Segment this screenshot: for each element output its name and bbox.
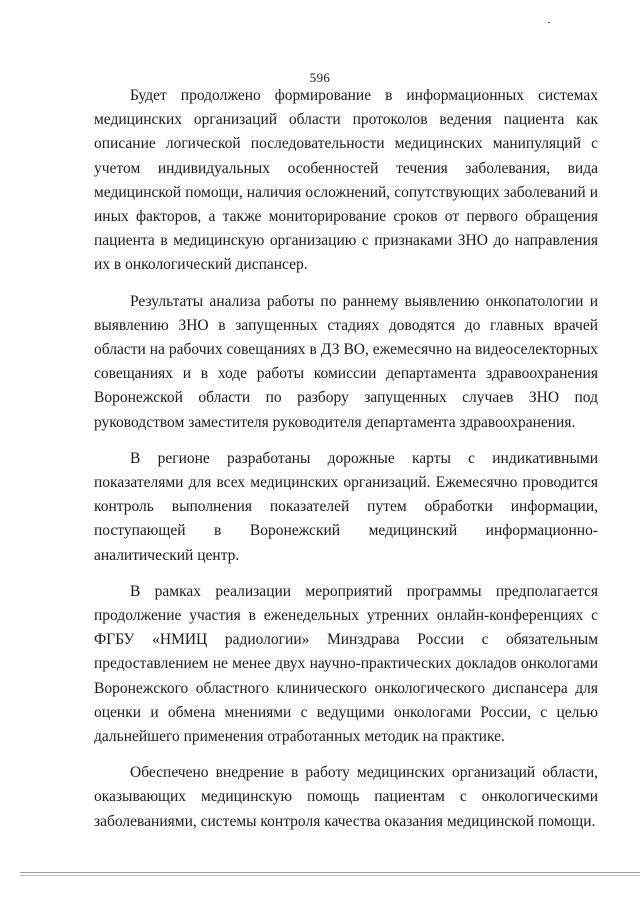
paragraph-roadmaps: В регионе разработаны дорожные карты с индикативными показателями для всех медицинских организаций. Ежемесячно проводится контроль выполнения показателей путем обработки информации, поступающей в Воронежский медицинский информационно-аналитический центр. — [94, 449, 598, 564]
paragraph-protocols: Будет продолжено формирование в информационных системах медицинских организаций области протоколов ведения пациента как описание логической последовательности медицинских манипуляций с учетом индивидуальных особенностей течения заболевания, вида медицинской помощи, наличия осложнений, сопутствующих заболеваний и иных факторов, а также мониторирование сроков от первого обращения пациента в медицинскую организацию с признаками ЗНО до направления их в онкологический диспансер. — [94, 87, 598, 274]
page-body — [94, 84, 598, 834]
bottom-divider-shadow — [20, 875, 640, 876]
page-number: 596 — [309, 70, 331, 85]
scan-mark — [548, 22, 550, 23]
paragraph-online-conferences: В рамках реализации мероприятий программы предполагается продолжение участия в еженедельных утренних онлайн-конференциях с ФГБУ «НМИЦ радиологии» Минздрава России с обязательным предоставлением не менее двух научно-практических докладов онкологами Воронежского областного клинического онкологического диспансера для оценки и обмена мнениями с ведущими онкологами России, с целью дальнейшего применения отработанных методик на практике. — [94, 582, 598, 746]
paragraph-quality-control: Обеспечено внедрение в работу медицинских организаций области, оказывающих медицинскую помощь пациентам с онкологическими заболеваниями, системы контроля качества оказания медицинской помощи. — [94, 764, 598, 830]
paragraph-analysis-results: Результаты анализа работы по раннему выявлению онкопатологии и выявлению ЗНО в запущенных стадиях доводятся до главных врачей области на рабочих совещаниях в ДЗ ВО, ежемесячно на видеоселекторных совещаниях и в ходе работы комиссии департамента здравоохранения Воронежской области по разбору запущенных случаев ЗНО под руководством заместителя руководителя департамента здравоохранения. — [94, 292, 598, 431]
bottom-divider — [20, 872, 640, 873]
